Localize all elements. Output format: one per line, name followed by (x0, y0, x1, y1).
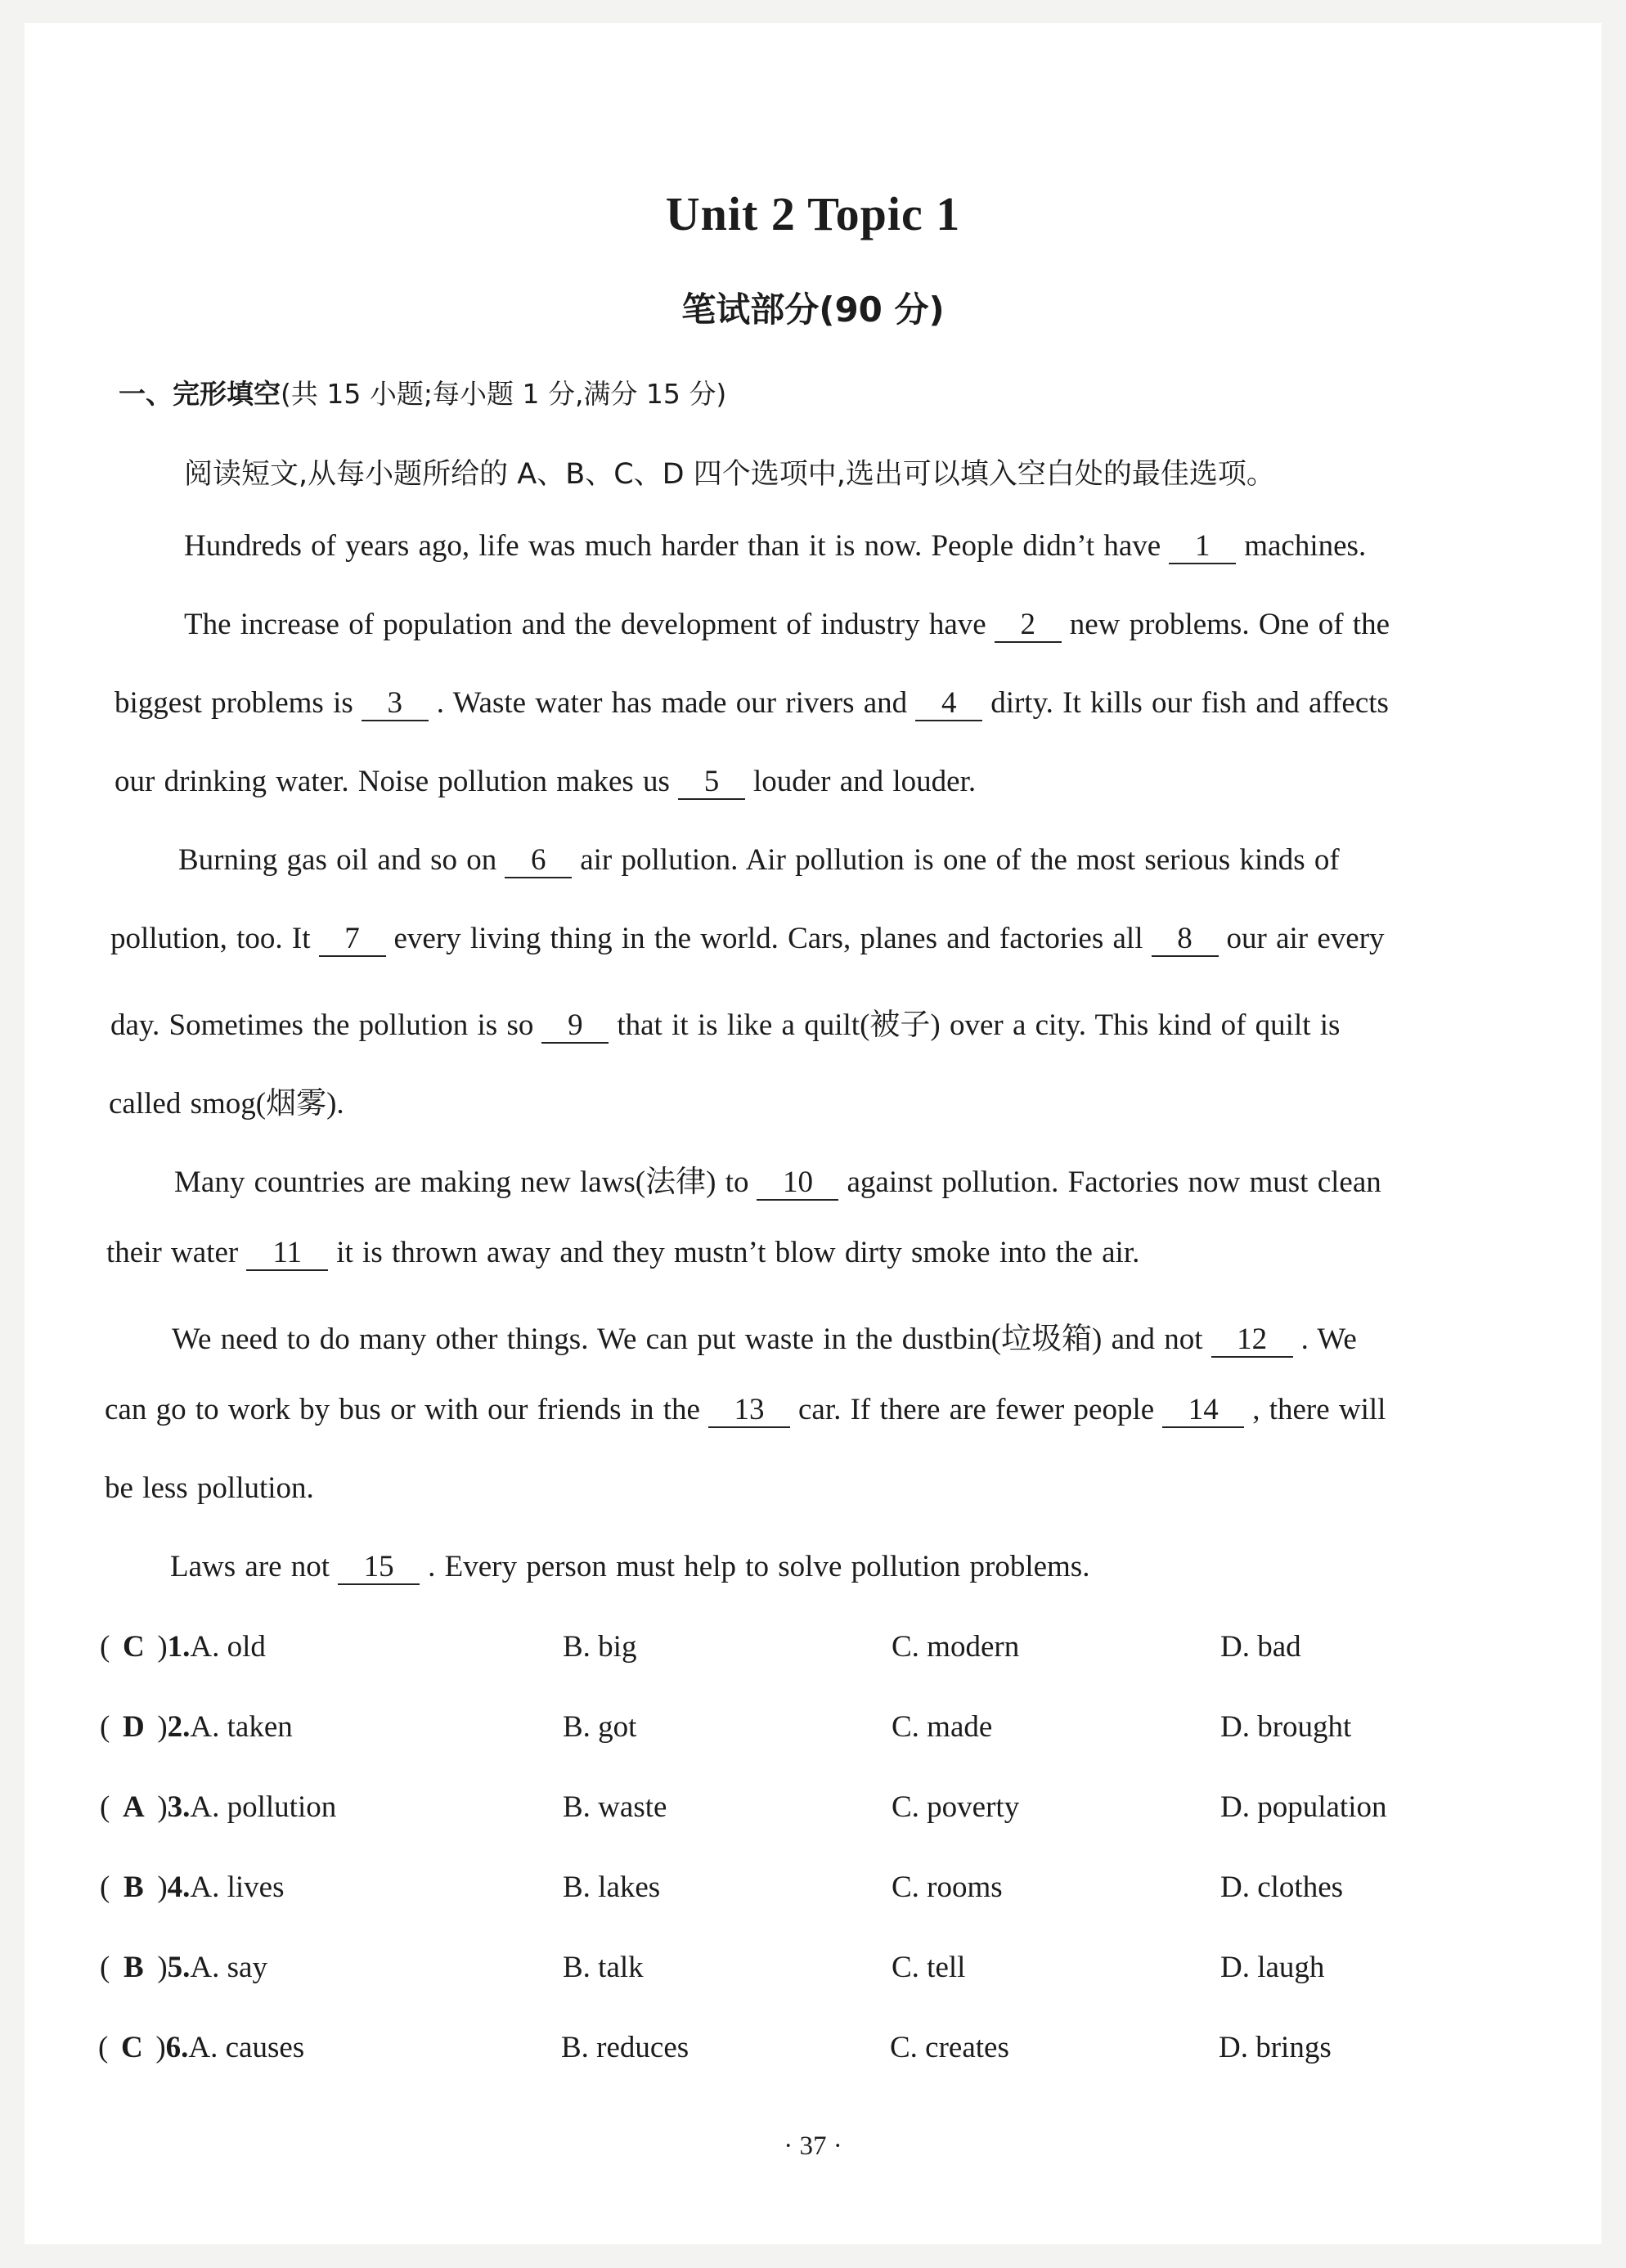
answer-4: B (123, 1871, 144, 1904)
instruction: 阅读短文,从每小题所给的 A、B、C、D 四个选项中,选出可以填入空白处的最佳选项。 (184, 458, 1275, 491)
question-6: ( C )6.A. causes (98, 2031, 305, 2064)
passage-text: dirty. It kills our fish and affects (990, 686, 1389, 720)
passage-text: Hundreds of years ago, life was much harder than it is now. People didn’t have (184, 529, 1161, 563)
passage-line (106, 1235, 1139, 1271)
question-4: ( B )4.A. lives (100, 1871, 285, 1904)
option-c: C. made (892, 1710, 993, 1744)
passage-line (115, 685, 1389, 721)
option-d: D. laugh (1220, 1951, 1325, 1984)
passage-text: day. Sometimes the pollution is so (110, 1008, 534, 1042)
question-number: 3. (167, 1790, 191, 1824)
passage-text: machines. (1244, 529, 1367, 563)
passage-text: new problems. One of the (1069, 608, 1390, 641)
question-number: 6. (165, 2031, 189, 2064)
page-title: Unit 2 Topic 1 (665, 187, 961, 240)
passage-text: Many countries are making new laws(法律) to (174, 1165, 749, 1199)
option-b: B. lakes (563, 1871, 661, 1904)
passage-text: . Waste water has made our rivers and (436, 686, 908, 720)
passage-text: can go to work by bus or with our friends in the (105, 1393, 700, 1426)
page (25, 23, 1601, 2244)
answer-6: C (120, 2031, 143, 2064)
blank-3: 3 (362, 688, 429, 721)
passage-text: every living thing in the world. Cars, planes and factories all (393, 922, 1143, 955)
blank-10: 10 (757, 1167, 838, 1201)
passage-text: Burning gas oil and so on (178, 843, 497, 877)
passage-line (105, 1471, 314, 1506)
passage-text: We need to do many other things. We can put waste in the dustbin(垃圾箱) and not (172, 1323, 1203, 1356)
passage-line (172, 1314, 1357, 1358)
option-d: D. brings (1219, 2031, 1332, 2064)
passage-text: . We (1300, 1323, 1357, 1356)
question-number: 4. (167, 1871, 191, 1904)
passage-text: their water (106, 1236, 239, 1269)
option-d: D. brought (1220, 1710, 1352, 1744)
blank-5: 5 (678, 766, 745, 800)
passage-line (105, 1392, 1386, 1428)
passage-text: car. If there are fewer people (797, 1393, 1155, 1426)
option-a: A. pollution (190, 1790, 337, 1824)
page-subtitle: 笔试部分(90 分) (681, 290, 945, 330)
page-number: · 37 · (784, 2131, 842, 2161)
passage-text: called smog(烟雾). (109, 1087, 344, 1121)
blank-7: 7 (319, 923, 386, 957)
passage-line (115, 764, 976, 800)
blank-15: 15 (338, 1552, 420, 1585)
question-number: 1. (167, 1630, 191, 1664)
passage-text: be less pollution. (105, 1471, 314, 1505)
option-b: B. got (563, 1710, 637, 1744)
option-a: A. causes (188, 2031, 305, 2064)
passage-text: Laws are not (170, 1550, 330, 1583)
passage-text: pollution, too. It (110, 922, 311, 955)
blank-13: 13 (708, 1394, 790, 1428)
option-b: B. reduces (561, 2031, 689, 2064)
blank-14: 14 (1162, 1394, 1244, 1428)
option-c: C. poverty (892, 1790, 1020, 1824)
question-5: ( B )5.A. say (100, 1951, 267, 1984)
passage-text: against pollution. Factories now must clean (847, 1165, 1381, 1199)
option-d: D. population (1220, 1790, 1387, 1824)
passage-line (174, 1156, 1381, 1201)
passage-text: . Every person must help to solve pollution problems. (428, 1550, 1090, 1583)
option-c: C. rooms (892, 1871, 1003, 1904)
question-1: ( C )1.A. old (100, 1630, 266, 1664)
passage-line (110, 921, 1385, 957)
option-c: C. tell (892, 1951, 966, 1984)
option-d: D. clothes (1220, 1871, 1344, 1904)
passage-text: it is thrown away and they mustn’t blow dirty smoke into the air. (336, 1236, 1140, 1269)
option-a: A. old (190, 1630, 266, 1664)
passage-line (110, 999, 1340, 1044)
passage-line (184, 607, 1390, 643)
passage-line (184, 528, 1366, 564)
blank-9: 9 (541, 1010, 609, 1044)
blank-11: 11 (246, 1237, 328, 1271)
blank-12: 12 (1211, 1324, 1293, 1358)
section-heading (119, 373, 726, 411)
passage-line (109, 1078, 344, 1122)
option-a: A. say (190, 1951, 267, 1984)
answer-5: B (123, 1951, 144, 1984)
option-b: B. waste (563, 1790, 667, 1824)
passage-text: louder and louder. (752, 765, 977, 798)
question-2: ( D )2.A. taken (100, 1710, 293, 1744)
passage-line (178, 842, 1340, 878)
blank-4: 4 (915, 688, 982, 721)
option-c: C. modern (892, 1630, 1020, 1664)
option-d: D. bad (1220, 1630, 1301, 1664)
blank-6: 6 (505, 845, 572, 878)
option-a: A. lives (190, 1871, 285, 1904)
passage-text: our air every (1226, 922, 1385, 955)
section-note: (共 15 小题;每小题 1 分,满分 15 分) (281, 378, 727, 410)
passage-text: our drinking water. Noise pollution makes us (115, 765, 670, 798)
question-number: 2. (167, 1710, 191, 1744)
passage-text: biggest problems is (115, 686, 353, 720)
question-number: 5. (167, 1951, 191, 1984)
passage-text: The increase of population and the development of industry have (184, 608, 986, 641)
passage-text: air pollution. Air pollution is one of the most serious kinds of (580, 843, 1340, 877)
blank-1: 1 (1169, 531, 1236, 564)
option-b: B. big (563, 1630, 637, 1664)
option-a: A. taken (190, 1710, 293, 1744)
passage-text: that it is like a quilt(被子) over a city. This kind of quilt is (617, 1008, 1341, 1042)
blank-2: 2 (995, 609, 1062, 643)
passage-line (170, 1549, 1089, 1585)
answer-1: C (122, 1630, 145, 1664)
option-c: C. creates (890, 2031, 1009, 2064)
blank-8: 8 (1152, 923, 1219, 957)
option-b: B. talk (563, 1951, 644, 1984)
section-title: 一、完形填空 (119, 378, 281, 410)
passage-text: , there will (1252, 1393, 1386, 1426)
answer-3: A (122, 1790, 145, 1824)
answer-2: D (122, 1710, 145, 1744)
question-3: ( A )3.A. pollution (100, 1790, 337, 1824)
